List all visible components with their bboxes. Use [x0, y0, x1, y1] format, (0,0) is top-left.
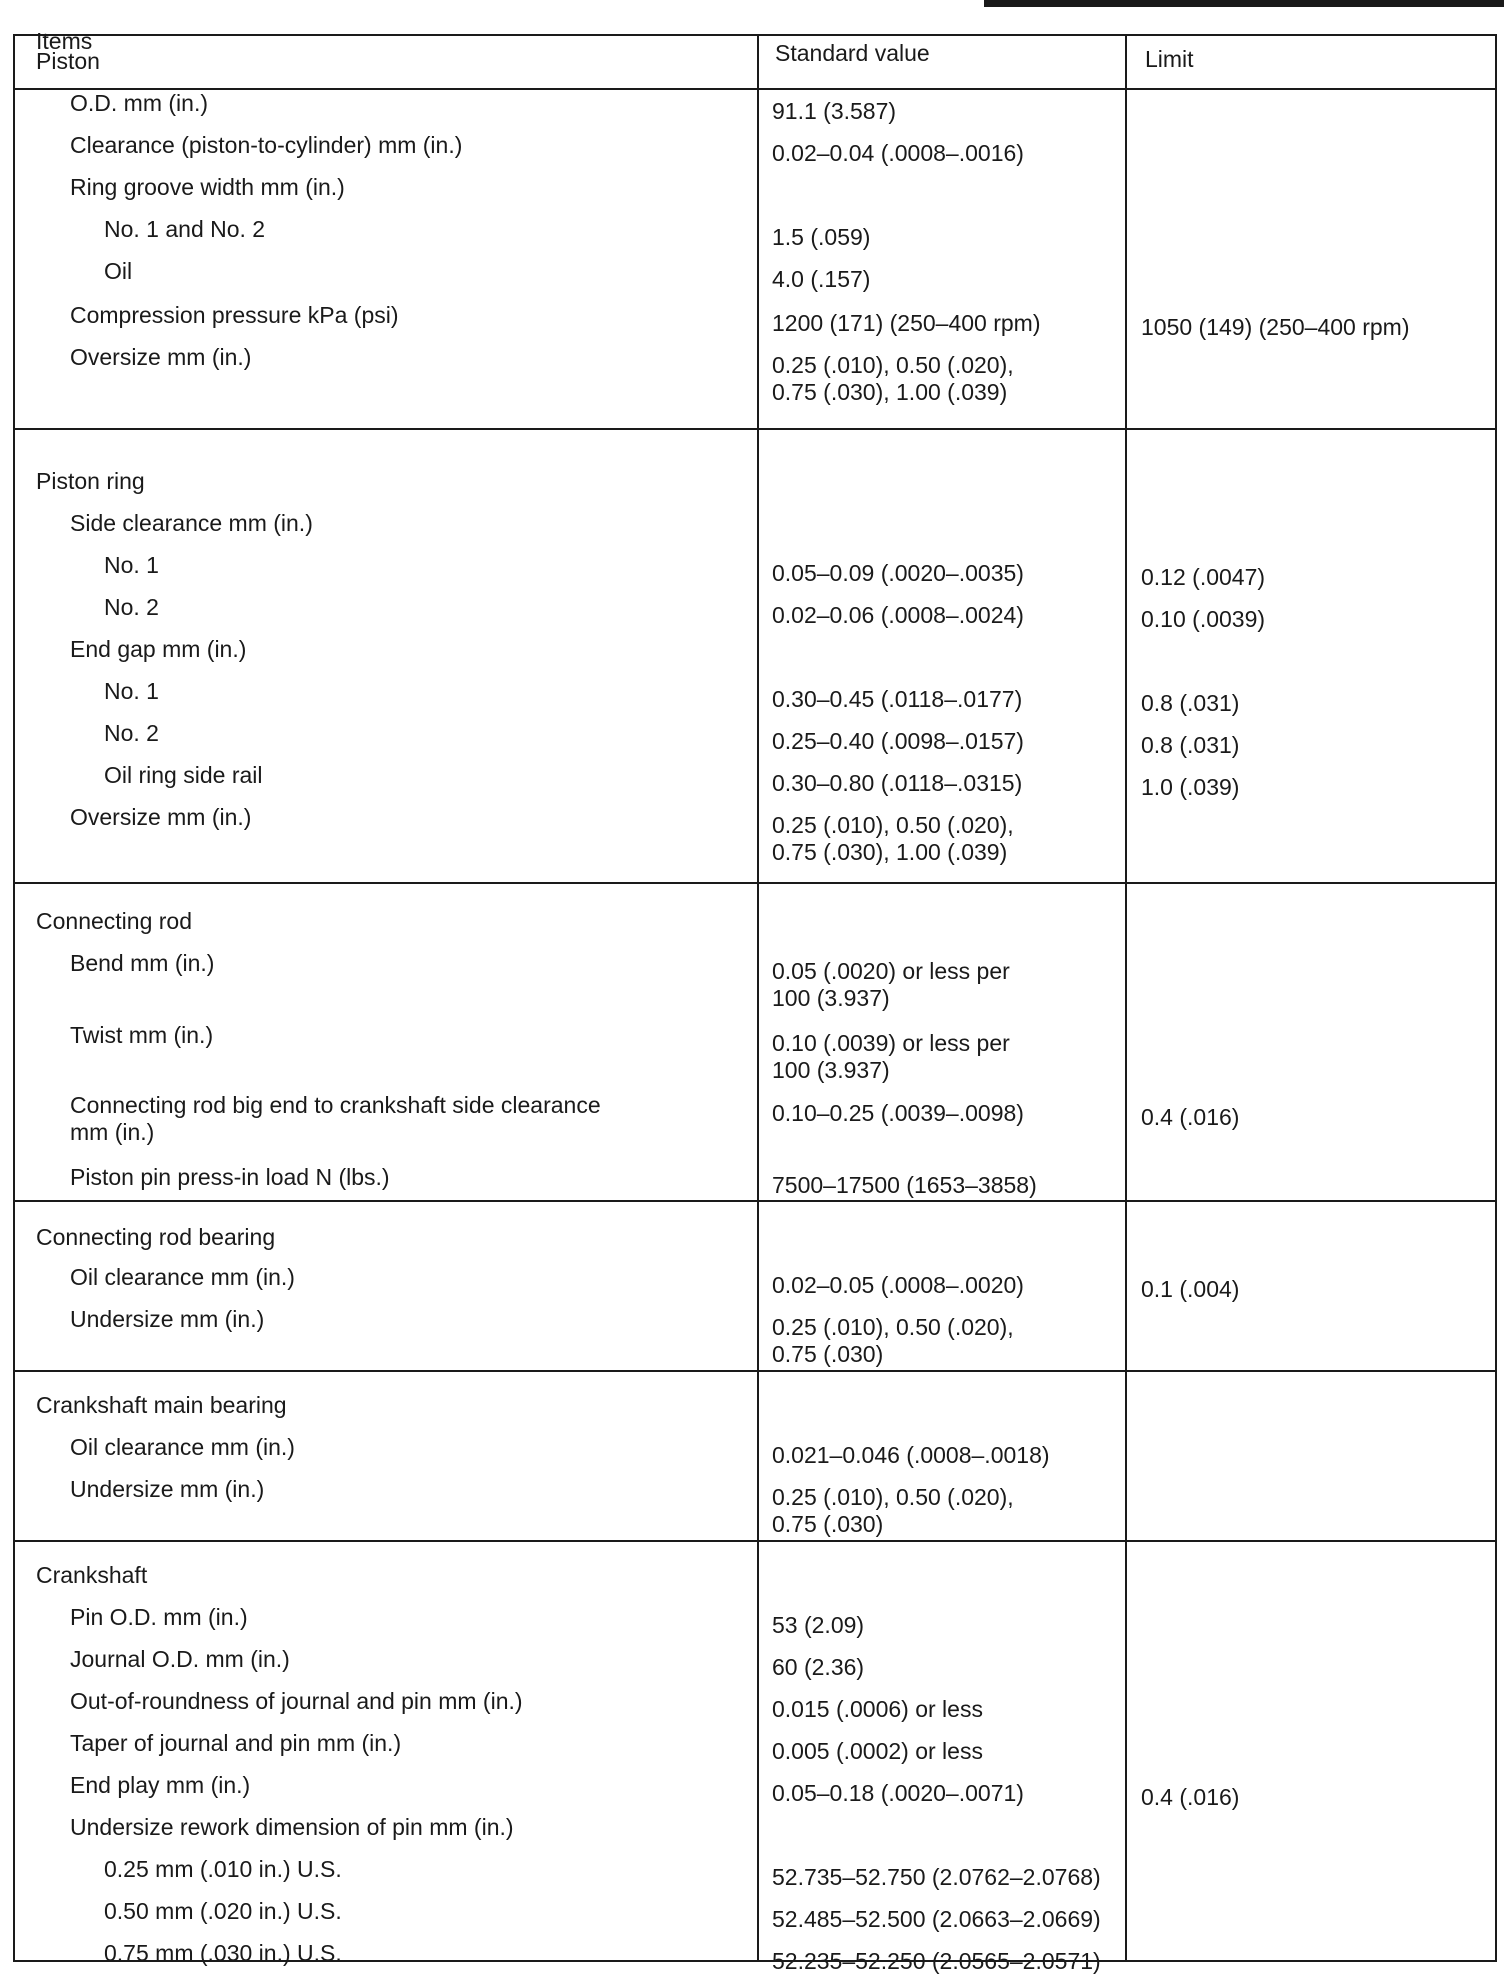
row-limit-value: 1050 (149) (250–400 rpm) [1141, 314, 1410, 340]
section-title: Crankshaft main bearing [36, 1392, 287, 1418]
header-divider [15, 88, 1495, 90]
header-standard-value: Standard value [775, 40, 930, 66]
row-item: Bend mm (in.) [70, 950, 215, 976]
section-divider [15, 1540, 1495, 1542]
row-item: Oversize mm (in.) [70, 344, 252, 370]
section-divider [15, 428, 1495, 430]
row-item: Ring groove width mm (in.) [70, 174, 345, 200]
section-title: Piston ring [36, 468, 145, 494]
row-standard-value: 0.02–0.06 (.0008–.0024) [772, 602, 1024, 628]
row-standard-value: 0.30–0.80 (.0118–.0315) [772, 770, 1023, 796]
row-standard-value: 0.25 (.010), 0.50 (.020), [772, 1484, 1014, 1510]
row-limit-value: 0.4 (.016) [1141, 1784, 1240, 1810]
row-standard-value: 0.05 (.0020) or less per [772, 958, 1010, 984]
row-standard-value: 100 (3.937) [772, 1057, 890, 1083]
row-standard-value: 91.1 (3.587) [772, 98, 897, 124]
row-item: Piston pin press-in load N (lbs.) [70, 1164, 390, 1190]
section-divider [15, 1200, 1495, 1202]
row-item: Taper of journal and pin mm (in.) [70, 1730, 402, 1756]
row-item: Undersize mm (in.) [70, 1306, 265, 1332]
row-item: No. 2 [104, 720, 159, 746]
row-standard-value: 0.25 (.010), 0.50 (.020), [772, 352, 1014, 378]
row-standard-value: 52.485–52.500 (2.0663–2.0669) [772, 1906, 1101, 1932]
row-item: No. 1 and No. 2 [104, 216, 266, 242]
row-standard-value: 0.25–0.40 (.0098–.0157) [772, 728, 1024, 754]
section-title: Piston [36, 48, 100, 74]
row-item: Undersize rework dimension of pin mm (in.) [70, 1814, 514, 1840]
row-item: Side clearance mm (in.) [70, 510, 313, 536]
row-standard-value: 0.021–0.046 (.0008–.0018) [772, 1442, 1050, 1468]
row-item: Twist mm (in.) [70, 1022, 214, 1048]
section-divider [15, 882, 1495, 884]
row-item: Oil clearance mm (in.) [70, 1264, 295, 1290]
section-title: Connecting rod bearing [36, 1224, 276, 1250]
row-item-continued: mm (in.) [70, 1119, 155, 1145]
row-limit-value: 0.8 (.031) [1141, 690, 1240, 716]
row-limit-value: 1.0 (.039) [1141, 774, 1240, 800]
column-divider-standard [757, 36, 759, 1960]
row-standard-value: 0.10 (.0039) or less per [772, 1030, 1010, 1056]
row-limit-value: 0.10 (.0039) [1141, 606, 1266, 632]
row-standard-value: 52.235–52.250 (2.0565–2.0571) [772, 1948, 1101, 1974]
specification-table [13, 28, 1497, 1974]
row-standard-value: 100 (3.937) [772, 985, 890, 1011]
row-standard-value: 0.015 (.0006) or less [772, 1696, 983, 1722]
row-standard-value: 1200 (171) (250–400 rpm) [772, 310, 1041, 336]
row-item: Clearance (piston-to-cylinder) mm (in.) [70, 132, 463, 158]
row-item: O.D. mm (in.) [70, 90, 208, 116]
section-divider [15, 1370, 1495, 1372]
header-items: Items [36, 28, 93, 54]
row-standard-value: 4.0 (.157) [772, 266, 871, 292]
row-item: Undersize mm (in.) [70, 1476, 265, 1502]
row-standard-value: 53 (2.09) [772, 1612, 865, 1638]
row-item: Oil [104, 258, 133, 284]
row-standard-value: 0.75 (.030), 1.00 (.039) [772, 379, 1008, 405]
row-standard-value: 0.75 (.030) [772, 1341, 884, 1367]
row-item: 0.25 mm (.010 in.) U.S. [104, 1856, 342, 1882]
row-item: Compression pressure kPa (psi) [70, 302, 399, 328]
row-item: End play mm (in.) [70, 1772, 251, 1798]
row-item: No. 1 [104, 678, 159, 704]
row-limit-value: 0.8 (.031) [1141, 732, 1240, 758]
row-standard-value: 0.30–0.45 (.0118–.0177) [772, 686, 1023, 712]
column-divider-limit [1125, 36, 1127, 1960]
row-item: End gap mm (in.) [70, 636, 247, 662]
row-standard-value: 0.02–0.04 (.0008–.0016) [772, 140, 1024, 166]
row-limit-value: 0.12 (.0047) [1141, 564, 1266, 590]
row-standard-value: 7500–17500 (1653–3858) [772, 1172, 1037, 1198]
row-standard-value: 0.25 (.010), 0.50 (.020), [772, 812, 1014, 838]
row-item: Journal O.D. mm (in.) [70, 1646, 290, 1672]
header-limit: Limit [1145, 46, 1194, 72]
row-item: 0.50 mm (.020 in.) U.S. [104, 1898, 342, 1924]
row-standard-value: 52.735–52.750 (2.0762–2.0768) [772, 1864, 1101, 1890]
row-standard-value: 0.02–0.05 (.0008–.0020) [772, 1272, 1024, 1298]
row-standard-value: 0.005 (.0002) or less [772, 1738, 983, 1764]
row-limit-value: 0.4 (.016) [1141, 1104, 1240, 1130]
row-item: Pin O.D. mm (in.) [70, 1604, 248, 1630]
row-item: Oversize mm (in.) [70, 804, 252, 830]
row-standard-value: 0.25 (.010), 0.50 (.020), [772, 1314, 1014, 1340]
row-standard-value: 0.10–0.25 (.0039–.0098) [772, 1100, 1024, 1126]
row-item: Oil clearance mm (in.) [70, 1434, 295, 1460]
row-standard-value: 0.05–0.09 (.0020–.0035) [772, 560, 1024, 586]
row-standard-value: 1.5 (.059) [772, 224, 871, 250]
row-standard-value: 0.05–0.18 (.0020–.0071) [772, 1780, 1024, 1806]
row-standard-value: 0.75 (.030) [772, 1511, 884, 1537]
row-item: Out-of-roundness of journal and pin mm (in.) [70, 1688, 523, 1714]
row-standard-value: 60 (2.36) [772, 1654, 865, 1680]
row-item: No. 2 [104, 594, 159, 620]
row-item: Connecting rod big end to crankshaft side clearance [70, 1092, 601, 1118]
row-limit-value: 0.1 (.004) [1141, 1276, 1240, 1302]
top-rule [984, 0, 1504, 7]
section-title: Connecting rod [36, 908, 192, 934]
section-title: Crankshaft [36, 1562, 148, 1588]
row-item: 0.75 mm (.030 in.) U.S. [104, 1940, 342, 1966]
row-standard-value: 0.75 (.030), 1.00 (.039) [772, 839, 1008, 865]
row-item: No. 1 [104, 552, 159, 578]
row-item: Oil ring side rail [104, 762, 263, 788]
